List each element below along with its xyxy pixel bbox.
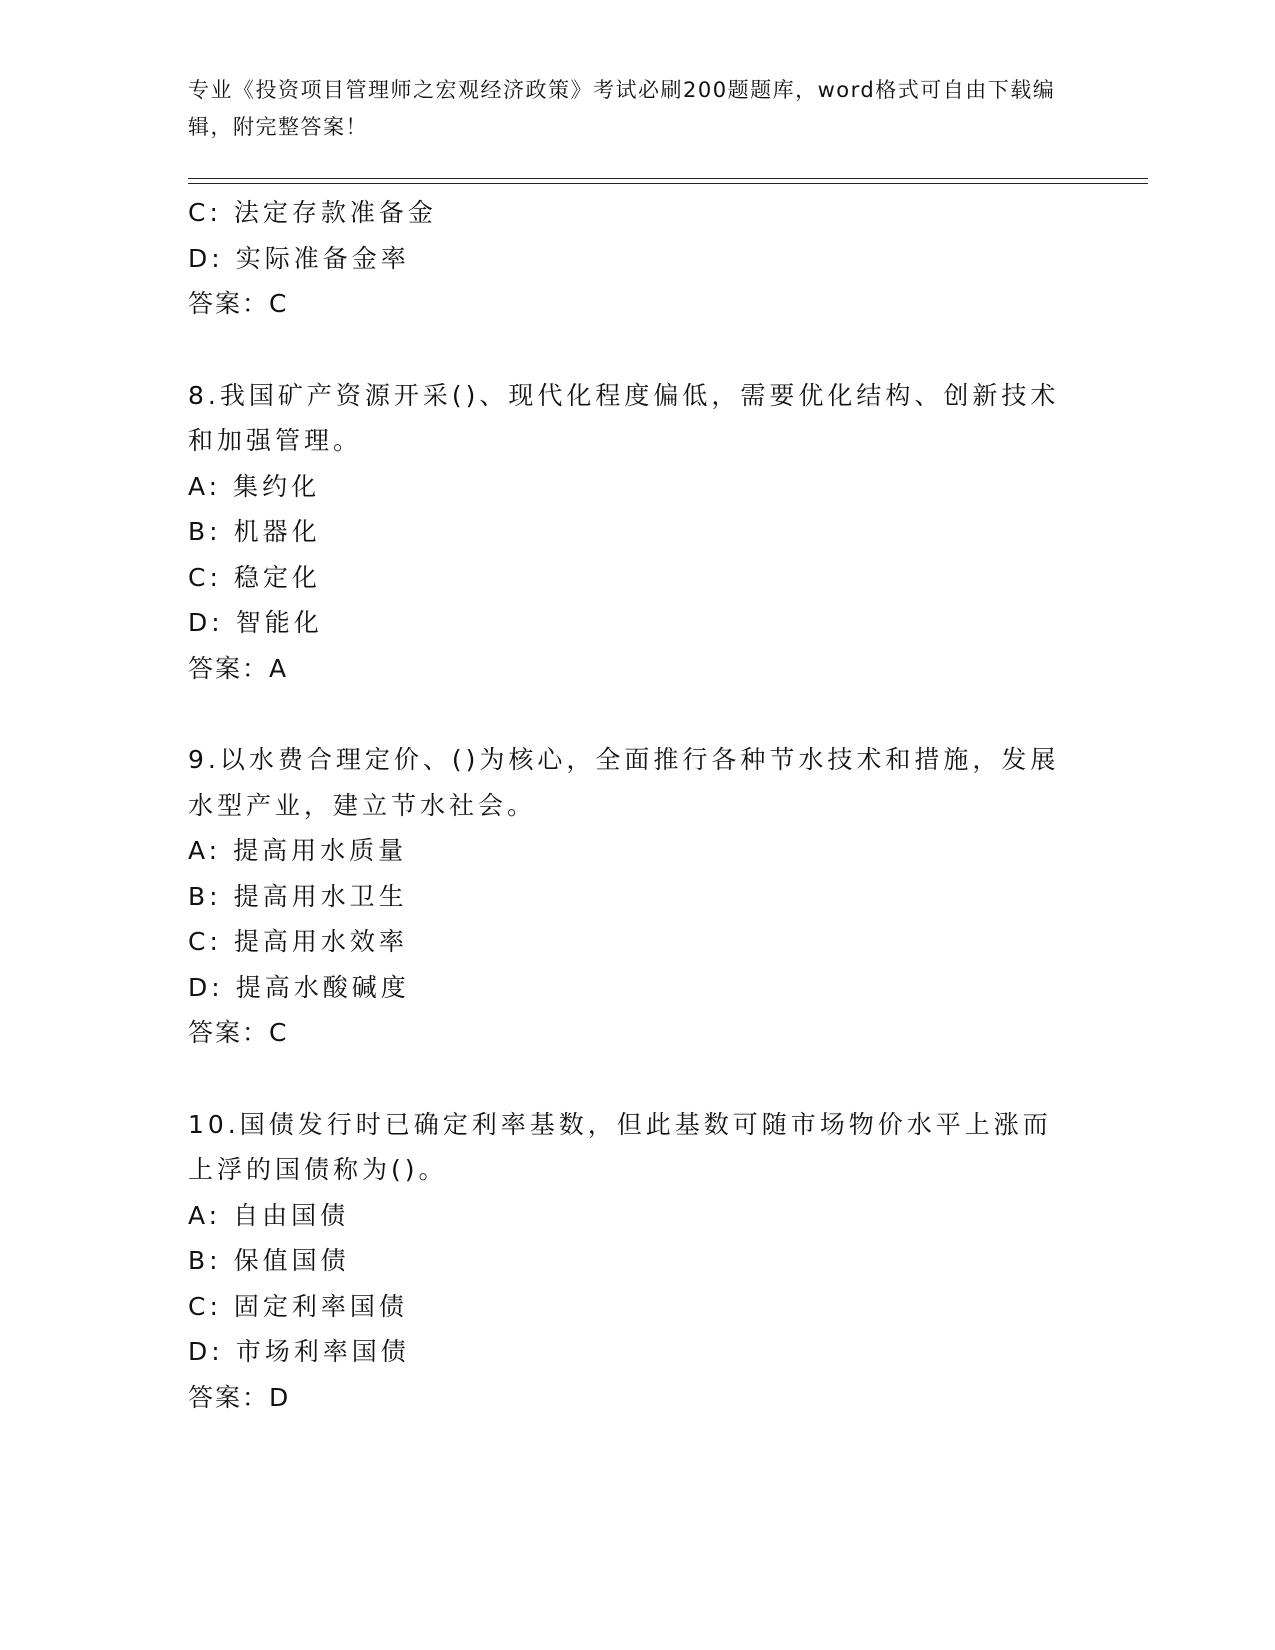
question-item (188, 373, 1088, 692)
question-list (188, 190, 1088, 1420)
answer-label: 答案：C (188, 289, 289, 318)
header-rule-top (188, 178, 1148, 179)
option-b: B: 机器化 (188, 517, 321, 546)
answer-label: 答案：D (188, 1382, 291, 1412)
question-item (188, 737, 1088, 1056)
partial-question (188, 190, 1088, 327)
document-header: 专业《投资项目管理师之宏观经济政策》考试必刷200题题库，word格式可自由下载编辑，附完整答案！ (188, 78, 1056, 139)
answer-label: 答案：A (188, 653, 289, 683)
answer-label: 答案：C (188, 1018, 289, 1047)
header-rule-bottom (188, 183, 1148, 184)
question-text: 8.我国矿产资源开采()、现代化程度偏低，需要优化结构、创新技术和加强管理。 (188, 380, 1060, 455)
option-c: C: 固定利率国债 (188, 1291, 408, 1321)
option-d: D: 实际准备金率 (188, 243, 410, 273)
option-d: D: 提高水酸碱度 (188, 972, 410, 1002)
option-b: B: 保值国债 (188, 1246, 350, 1275)
option-a: A: 集约化 (188, 471, 321, 501)
option-d: D: 智能化 (188, 608, 323, 637)
option-a: A: 提高用水质量 (188, 836, 408, 865)
question-item (188, 1102, 1088, 1421)
option-c: C: 法定存款准备金 (188, 198, 437, 227)
option-c: C: 稳定化 (188, 562, 321, 592)
option-d: D: 市场利率国债 (188, 1337, 410, 1366)
option-a: A: 自由国债 (188, 1200, 350, 1230)
question-text: 9.以水费合理定价、()为核心，全面推行各种节水技术和措施，发展水型产业，建立节水社会。 (188, 745, 1060, 820)
option-b: B: 提高用水卫生 (188, 881, 408, 911)
option-c: C: 提高用水效率 (188, 927, 408, 956)
question-text: 10.国债发行时已确定利率基数，但此基数可随市场物价水平上涨而上浮的国债称为()。 (188, 1109, 1052, 1184)
